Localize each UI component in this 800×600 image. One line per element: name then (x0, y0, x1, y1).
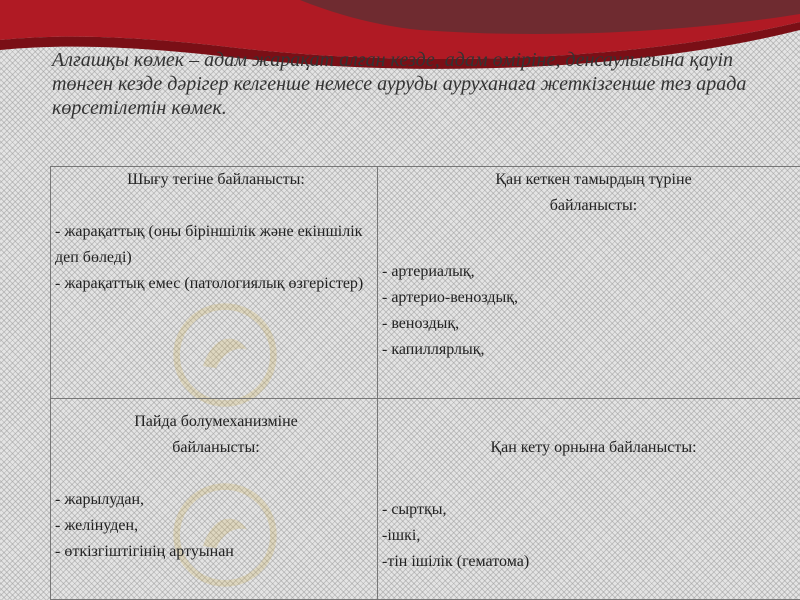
list-item: - капиллярлық, (382, 341, 485, 358)
cell-title: Шығу тегіне байланысты: (127, 171, 305, 188)
table-cell-origin (51, 167, 378, 399)
list-item: - жарақаттық емес (патологиялық өзгерістер) (55, 275, 364, 292)
list-item: - сыртқы, (382, 501, 447, 518)
list-item: - артериалық, (382, 263, 475, 280)
list-item: -тін ішілік (гематома) (382, 553, 530, 570)
cell-title: Пайда болумеханизміне байланысты: (134, 413, 298, 456)
list-item: - өткізгіштігінің артуынан (55, 543, 234, 560)
list-item: - желінуден, (55, 517, 139, 534)
list-item: -ішкі, (382, 527, 421, 544)
list-item: - жарақаттық (оны біріншілік және екіншілік деп бөледі) (55, 223, 363, 266)
table-cell-vessel-type (378, 167, 800, 399)
table-cell-location (378, 399, 800, 600)
table-cell-mechanism (51, 399, 378, 600)
cell-title: Қан кету орнына байланысты: (490, 439, 697, 456)
list-item: - жарылудан, (55, 491, 145, 508)
bleeding-classification-table (50, 166, 800, 600)
intro-definition: Алғашқы көмек – адам жарақат алған кезде, адам өміріне, денсаулығына қауіп төнген кезде дәрігер келгенше немесе ауруды ауруханаға жеткізгенше тез арада көрсетілетін көмек. (52, 49, 747, 119)
list-item: - артерио-веноздық, (382, 289, 519, 306)
cell-title: Қан кеткен тамырдың түріне байланысты: (495, 171, 692, 214)
list-item: - веноздық, (382, 315, 460, 332)
